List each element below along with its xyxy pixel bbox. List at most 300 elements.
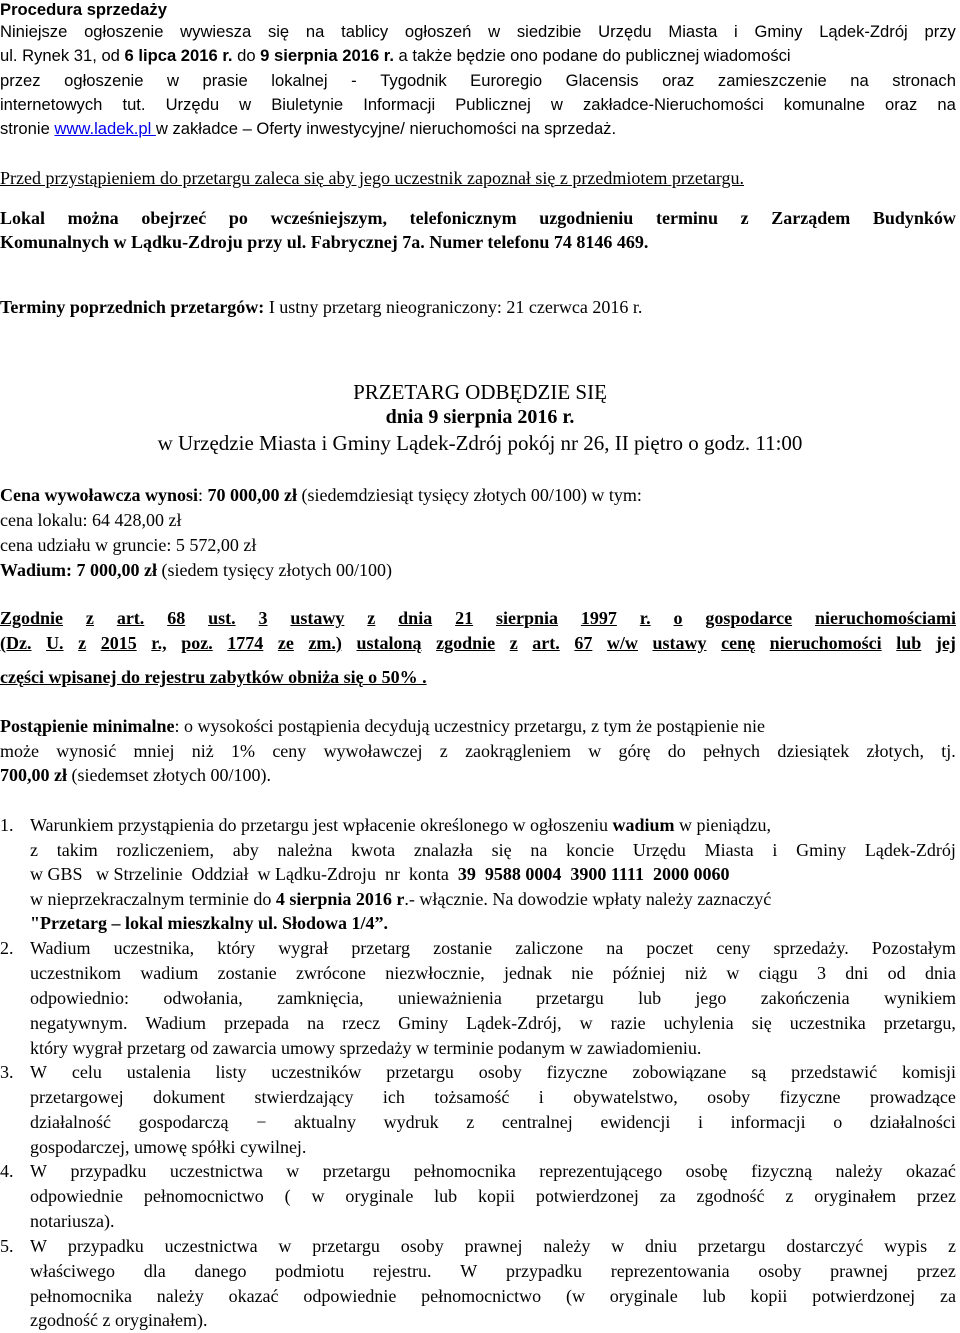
word: w (611, 1236, 625, 1256)
word: oraz (662, 71, 695, 90)
item-3-number: 3. (0, 1062, 14, 1082)
word: za (659, 1186, 676, 1206)
word: w (726, 963, 740, 983)
word: przypadku (70, 1161, 147, 1181)
minimum-label: Postąpienie minimalne (0, 716, 175, 736)
word: niezwłocznie, (385, 963, 485, 983)
word: w (311, 1186, 325, 1206)
item-1-line-2 (30, 840, 956, 861)
word: znalazła (413, 840, 473, 860)
word: komisji (901, 1062, 956, 1082)
word: Miasta (704, 840, 754, 860)
discount-word: 67 (574, 633, 593, 653)
item-1-bank: w GBS w Strzelinie Oddział w Lądku-Zdroju nr konta (30, 864, 458, 884)
word: Euroregio (470, 71, 543, 90)
word: danego (194, 1261, 247, 1281)
word: W (30, 1062, 47, 1082)
word: zaliczone (515, 938, 584, 958)
starting-price-colon: : (198, 485, 208, 505)
minimum-amount-words: (siedemset złotych 00/100). (67, 765, 271, 785)
discount-word: (Dz. (0, 633, 32, 653)
word: na (305, 22, 325, 41)
item-5-line-1 (30, 1236, 956, 1257)
item-5-line-3 (30, 1286, 956, 1307)
word: gospodarczą (138, 1112, 229, 1132)
word: aby (232, 840, 259, 860)
discount-word: ust. (208, 608, 236, 628)
word: tj. (941, 741, 956, 761)
discount-word: z (85, 608, 94, 628)
word: Wadium (30, 938, 91, 958)
word: przetargu, (883, 1013, 956, 1033)
minimum-amount: 700,00 zł (0, 765, 67, 785)
word: z (785, 1186, 794, 1206)
word: zakończenia (760, 988, 850, 1008)
word: prowadzące (869, 1087, 956, 1107)
word: wynosić (56, 741, 117, 761)
item-2-line-4 (30, 1013, 956, 1034)
procedure-line-5 (0, 119, 616, 139)
word: centralnej (501, 1112, 573, 1132)
word: ogłoszeń (404, 22, 472, 41)
viewing-line-1 (0, 208, 956, 229)
procedure-text: stronie (0, 119, 55, 138)
word: (w (565, 1286, 585, 1306)
item-2-line-1 (30, 938, 956, 959)
discount-word: zm.) (308, 633, 342, 653)
word: W (30, 1236, 47, 1256)
word: przetargu (386, 1062, 454, 1082)
word: jednak (504, 963, 553, 983)
word: internetowych (0, 95, 103, 114)
word: prawnej (464, 1236, 523, 1256)
previous-auctions-label: Terminy poprzednich przetargów: (0, 297, 265, 317)
discount-word: Zgodnie (0, 608, 64, 628)
word: górę (618, 741, 651, 761)
item-1-line-1 (30, 815, 956, 836)
word: celu (71, 1062, 102, 1082)
word: przepada (224, 1013, 290, 1033)
word: lub (434, 1186, 458, 1206)
word: się (751, 1013, 772, 1033)
word: i (772, 840, 778, 860)
item-1-payment-title: "Przetarg – lokal mieszkalny ul. Słodowa 1/4”. (30, 913, 388, 933)
discount-word: lub (896, 633, 922, 653)
word: kopii (750, 1286, 788, 1306)
discount-line-2 (0, 633, 956, 654)
word: wypis (884, 1236, 928, 1256)
item-1-text: Warunkiem przystąpienia do przetargu jest wpłacenie określonego w ogłoszeniu (30, 815, 613, 835)
procedure-text: a także będzie ono podane do publicznej wiadomości (393, 46, 791, 65)
word: nie (571, 963, 594, 983)
item-2-line-2 (30, 963, 956, 984)
word: Urzędu (632, 840, 686, 860)
word: należy (156, 1286, 204, 1306)
word: z (466, 1112, 475, 1132)
word: zaokrągleniem (465, 741, 572, 761)
word: wywiesza (180, 22, 252, 41)
word: dniu (645, 1236, 678, 1256)
deposit-words: (siedem tysięcy złotych 00/100) (157, 560, 392, 580)
discount-word: 1774 (227, 633, 264, 653)
word: się (491, 840, 512, 860)
word: sprzedaży. (773, 938, 849, 958)
item-4-line-3: notariusza). (30, 1211, 115, 1231)
item-1-deadline: 4 sierpnia 2016 r (275, 889, 405, 909)
word: ich (382, 1087, 405, 1107)
word: do (667, 741, 686, 761)
word: w (588, 741, 602, 761)
word: w (488, 22, 501, 41)
discount-word: ustawy (652, 633, 707, 653)
word: rzecz (342, 1013, 381, 1033)
word: przetargu (322, 1161, 391, 1181)
item-3-line-2 (30, 1087, 956, 1108)
starting-price-label: Cena wywoławcza wynosi (0, 485, 198, 505)
word: rejestru. (372, 1261, 432, 1281)
discount-word: r. (639, 608, 651, 628)
word: na (530, 840, 548, 860)
word: Informacji (363, 95, 436, 114)
word: - (351, 71, 357, 90)
word: zakładce-Nieruchomości (582, 95, 764, 114)
word: zostanie (433, 938, 493, 958)
word: informacji (730, 1112, 806, 1132)
word: działalności (869, 1112, 956, 1132)
word: który (217, 938, 256, 958)
discount-word: art. (116, 608, 145, 628)
word: potwierdzonej (535, 1186, 639, 1206)
word: dni (845, 963, 869, 983)
word: ceny (272, 741, 307, 761)
word: uczestnika, (113, 938, 195, 958)
word: wcześniejszym, (270, 208, 388, 228)
discount-word: U. (46, 633, 64, 653)
word: w (278, 1236, 292, 1256)
word: oryginale (609, 1286, 678, 1306)
word: telefonicznym (409, 208, 517, 228)
procedure-start-date: 6 lipca 2016 r. (124, 46, 233, 65)
unit-price: cena lokalu: 64 428,00 zł (0, 510, 182, 530)
word: uczestnika (789, 1013, 866, 1033)
discount-word: cenę (721, 633, 756, 653)
procedure-line-2 (0, 46, 956, 66)
procedure-end-date: 9 sierpnia 2016 r. (260, 46, 394, 65)
word: ogłoszenie (84, 22, 164, 41)
discount-word: nieruchomościami (814, 608, 956, 628)
discount-word: z (509, 633, 518, 653)
word: zostanie (217, 963, 277, 983)
word: pełnomocnika (413, 1161, 516, 1181)
deposit-amount: Wadium: 7 000,00 zł (0, 560, 158, 580)
auction-title: PRZETARG ODBĘDZIE SIĘ (353, 380, 607, 404)
word: siedzibie (516, 22, 582, 41)
item-1-line-3 (30, 864, 956, 885)
word: tut. (122, 95, 146, 114)
procedure-line-1 (0, 22, 956, 42)
discount-word: z (367, 608, 376, 628)
discount-word: jej (935, 633, 956, 653)
word: pełnomocnika (30, 1286, 132, 1306)
word: lub (702, 1286, 726, 1306)
word: obywatelstwo, (573, 1087, 678, 1107)
word: są (751, 1062, 767, 1082)
word: Publicznej (455, 95, 531, 114)
viewing-line-2: Komunalnych w Lądku-Zdroju przy ul. Fabrycznej 7a. Numer telefonu 74 8146 469. (0, 232, 649, 252)
word: i (698, 1112, 704, 1132)
word: zgodność (696, 1186, 765, 1206)
discount-word: 3 (258, 608, 268, 628)
discount-word: dnia (398, 608, 433, 628)
word: kopii (478, 1186, 516, 1206)
word: Urzędu (598, 22, 652, 41)
word: w (167, 71, 179, 90)
word: jego (695, 988, 727, 1008)
discount-word: r., (151, 633, 167, 653)
word: przetargu (312, 1236, 380, 1256)
discount-word: ze (277, 633, 294, 653)
word: złotych, (866, 741, 925, 761)
word: na (937, 95, 956, 114)
word: Wadium (145, 1013, 207, 1033)
word: pełnomocnictwo (143, 1186, 264, 1206)
procedure-line-3 (0, 71, 956, 91)
word: po (228, 208, 248, 228)
word: Glacensis (565, 71, 639, 90)
item-2-line-5: który wygrał przetarg od zawarcia umowy sprzedaży w terminie podanym w zawiadomieniu. (30, 1038, 702, 1058)
discount-line-3: części wpisanej do rejestru zabytków obniża się o 50% . (0, 667, 427, 687)
word: Lądek-Zdrój (864, 840, 956, 860)
word: przetarg (351, 938, 411, 958)
word: koncie (566, 840, 615, 860)
word: uczestnictwa (169, 1161, 263, 1181)
word: razie (610, 1013, 646, 1033)
word: osoby (707, 1087, 751, 1107)
word: może (0, 741, 39, 761)
word: fizyczne (779, 1087, 841, 1107)
word: uczestnikom (30, 963, 121, 983)
word: reprezentującego (539, 1161, 663, 1181)
word: ciągu (758, 963, 798, 983)
word: 1% (231, 741, 256, 761)
word: Lądek-Zdrój (819, 22, 908, 41)
word: aktualny (293, 1112, 356, 1132)
word: odpowiednie (303, 1286, 397, 1306)
word: wynikiem (883, 988, 956, 1008)
word: dla (143, 1261, 166, 1281)
word: w (579, 1013, 593, 1033)
word: oryginale (345, 1186, 414, 1206)
word: W (460, 1261, 478, 1281)
word: Budynków (872, 208, 956, 228)
word: w (550, 95, 563, 114)
word: uczestników (271, 1062, 362, 1082)
word: osoby (400, 1236, 444, 1256)
procedure-line-4 (0, 95, 956, 115)
word: oryginałem (814, 1186, 897, 1206)
word: Gminy (796, 840, 847, 860)
word: należy (543, 1236, 591, 1256)
word: zamieszczenie (717, 71, 827, 90)
word: podmiotu (275, 1261, 345, 1281)
auction-date: dnia 9 sierpnia 2016 r. (385, 406, 575, 428)
word: przez (917, 1186, 956, 1206)
word: się (267, 22, 290, 41)
discount-word: gospodarce (705, 608, 793, 628)
item-5-number: 5. (0, 1236, 14, 1256)
word: za (940, 1286, 956, 1306)
word: przetargu (697, 1236, 766, 1256)
inspection-notice: Przed przystąpieniem do przetargu zaleca się aby jego uczestnik zapoznał się z przedmiotem przetargu. (0, 168, 745, 188)
discount-word: o (673, 608, 683, 628)
word: wadium (140, 963, 199, 983)
word: ustalenia (126, 1062, 191, 1082)
discount-word: zgodnie (436, 633, 496, 653)
ladek-website-link[interactable]: www.ladek.pl (54, 119, 156, 138)
word: oraz (885, 95, 918, 114)
word: od (887, 963, 906, 983)
word: na (606, 938, 624, 958)
procedure-text: do (232, 46, 261, 65)
word: Pozostałym (871, 938, 956, 958)
word: tożsamość (434, 1087, 510, 1107)
word: ewidencji (600, 1112, 671, 1132)
word: pełnomocnictwo (421, 1286, 542, 1306)
word: odwołania, (163, 988, 243, 1008)
item-1-text: .- włącznie. Na dowodzie wpłaty należy zaznaczyć (404, 889, 772, 909)
word: takim (56, 840, 98, 860)
discount-word: 2015 (100, 633, 137, 653)
land-share-price: cena udziału w gruncie: 5 572,00 zł (0, 535, 257, 555)
item-4-line-2 (30, 1186, 956, 1207)
minimum-line-3 (0, 765, 271, 786)
word: zamknięcia, (277, 988, 364, 1008)
minimum-line-2 (0, 741, 956, 762)
starting-price-words: (siedemdziesiąt tysięcy złotych 00/100) w tym: (297, 485, 642, 505)
minimum-line-1 (0, 716, 956, 737)
word: należna (277, 840, 333, 860)
word: należy (835, 1161, 883, 1181)
item-5-line-4: zgodność z oryginałem). (30, 1310, 208, 1330)
word: stronach (892, 71, 956, 90)
word: można (67, 208, 119, 228)
discount-word: ustaloną (356, 633, 422, 653)
discount-word: poz. (181, 633, 213, 653)
word: uczestnictwa (164, 1236, 258, 1256)
word: przez (916, 1261, 956, 1281)
word: negatywnym. (30, 1013, 128, 1033)
discount-word: 1997 (580, 608, 617, 628)
item-1-text: w pieniądzu, (674, 815, 772, 835)
word: przetargu (536, 988, 604, 1008)
word: Niniejsze (0, 22, 68, 41)
word: lub (638, 988, 662, 1008)
word: i (538, 1087, 544, 1107)
minimum-text: : o wysokości postąpienia decydują uczestnicy przetargu, z tym że postąpienie nie (174, 716, 765, 736)
word: przypadku (505, 1261, 582, 1281)
discount-word: w/w (606, 633, 638, 653)
word: dokument (153, 1087, 226, 1107)
word: dostarczyć (786, 1236, 864, 1256)
word: na (850, 71, 869, 90)
word: rozliczeniem, (116, 840, 214, 860)
item-4-line-1 (30, 1161, 956, 1182)
discount-word: art. (532, 633, 560, 653)
word: zwrócone (295, 963, 366, 983)
word: kwota (351, 840, 396, 860)
word: dziesiątek (777, 741, 850, 761)
item-1-number: 1. (0, 815, 14, 835)
item-2-number: 2. (0, 938, 14, 958)
word: i (734, 22, 738, 41)
word: okazać (905, 1161, 956, 1181)
word: stwierdzający (254, 1087, 354, 1107)
word: na (307, 1013, 325, 1033)
discount-word: z (78, 633, 87, 653)
word: ceny (716, 938, 751, 958)
deposit (0, 560, 392, 581)
word: fizyczną (751, 1161, 813, 1181)
word: ogłoszenie (64, 71, 144, 90)
word: mniej (133, 741, 175, 761)
word: obejrzeć (141, 208, 207, 228)
word: niż (684, 963, 707, 983)
word: przy (924, 22, 956, 41)
word: uzgodnieniu (539, 208, 634, 228)
previous-auctions-value: I ustny przetarg nieograniczony: 21 czerwca 2016 r. (264, 297, 643, 317)
word: tablicy (341, 22, 389, 41)
auction-place: w Urzędzie Miasta i Gminy Lądek-Zdrój pokój nr 26, II piętro o godz. 11:00 (157, 431, 803, 455)
word: unieważnienia (397, 988, 502, 1008)
word: później (612, 963, 666, 983)
discount-word: ustawy (290, 608, 345, 628)
word: z (30, 840, 38, 860)
word: wydruk (383, 1112, 439, 1132)
word: osoby (478, 1062, 522, 1082)
word: właściwego (30, 1261, 115, 1281)
word: okazać (228, 1286, 279, 1306)
word: fizyczne (546, 1062, 608, 1082)
word: prawnej (830, 1261, 889, 1281)
procedure-heading: Procedura sprzedaży (0, 0, 167, 19)
word: działalność (30, 1112, 111, 1132)
word: w (239, 95, 252, 114)
word: komunalne (783, 95, 865, 114)
word: niż (191, 741, 214, 761)
word: pełnych (703, 741, 761, 761)
word: z (947, 1236, 956, 1256)
item-4-number: 4. (0, 1161, 14, 1181)
word: W (30, 1161, 47, 1181)
word: lokalnej (271, 71, 328, 90)
word: 3 (816, 963, 826, 983)
previous-auctions (0, 297, 642, 318)
discount-word: nieruchomości (769, 633, 882, 653)
word: Tygodnik (380, 71, 447, 90)
item-1-account-number: 39 9588 0004 3900 1111 2000 0060 (457, 864, 730, 884)
word: o (833, 1112, 843, 1132)
item-1-text: w nieprzekraczalnym terminie do (30, 889, 276, 909)
word: przypadku (67, 1236, 144, 1256)
procedure-text: ul. Rynek 31, od (0, 46, 125, 65)
word: Zarządem (771, 208, 851, 228)
word: listy (215, 1062, 247, 1082)
word: potwierdzonej (812, 1286, 916, 1306)
word: wygrał (278, 938, 329, 958)
item-3-line-3 (30, 1112, 956, 1133)
word: Miasta (668, 22, 718, 41)
word: odpowiednio: (30, 988, 129, 1008)
